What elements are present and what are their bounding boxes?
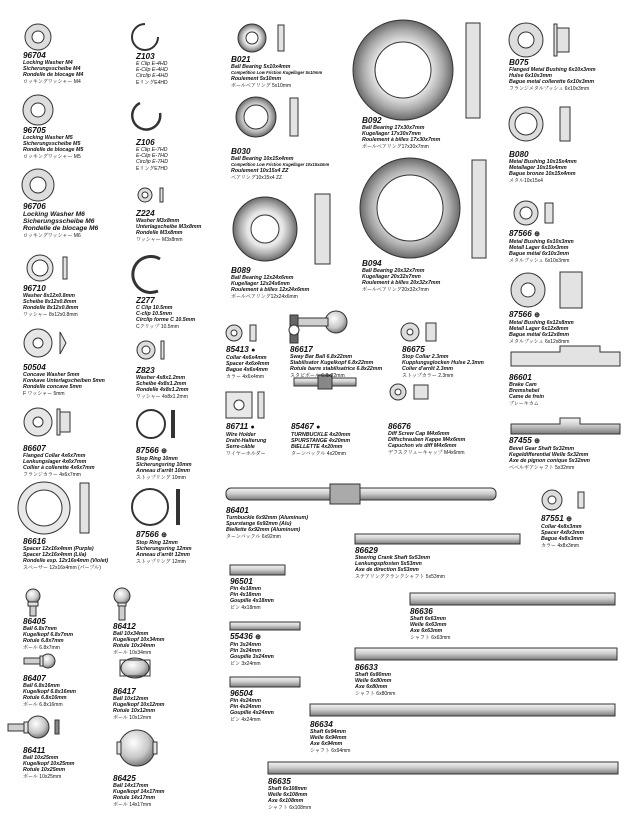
e-clip-e4hd-icon	[132, 24, 158, 50]
part-86676-label: 86676 Diff Screw Cap M4x6mm Diffschrauben Kappe M4x6mm Capuchon vis diff M4x6mm デフスクリューキャップ M4x6mm	[388, 422, 466, 456]
metal-bushing-b080-icon	[509, 107, 570, 141]
steering-crank-shaft-icon	[355, 534, 520, 544]
part-86629-label: 86629 Steering Crank Shaft 5x53mm Lenkungspfosten 5x53mm Axe de direction 5x53mm ステアリングクランクシャフト 5x53mm	[355, 546, 445, 580]
ball-6.8x7-icon	[26, 589, 40, 616]
ball-10x25-icon	[8, 716, 59, 738]
shaft-6x94-icon	[310, 704, 615, 716]
part-B092-label: B092 Ball Bearing 17x30x7mm Kugellager 17x30x7mm Roulement à billes 17x30x7mm ボールベアリング17x30x7mm	[362, 116, 441, 150]
collar-4x6-icon	[226, 325, 256, 341]
bearing-b092-icon	[353, 20, 480, 120]
part-96501-label: 96501 Pin 4x18mm Pin 4x18mm Goupille 4x18mm ピン 4x18mm	[230, 577, 274, 611]
locking-washer-m6-icon	[22, 169, 54, 201]
part-86635-label: 86635 Shaft 6x108mm Welle 6x108mm Axe 6x108mm シャフト 6x108mm	[268, 777, 312, 811]
part-Z277-label: Z277 C Clip 10.5mm C-clip 10.5mm Circlip forme C 10.5mm Cクリップ 10.5mm	[136, 296, 196, 330]
flanged-collar-icon	[24, 408, 70, 436]
part-86617-label: 86617 Sway Bar Ball 6.8x22mm Stabilisator Kugelkopf 6.8x22mm Rotule barre stabilisatrice 6.8x22mm スタビボール 6.8x22mm	[290, 345, 383, 379]
bearing-b089-icon	[233, 194, 330, 264]
part-86405-label: 86405 Ball 6.8x7mm Kugelkopf 6.8x7mm Rotule 6.8x7mm ボール 6.8x7mm	[23, 617, 74, 651]
part-85467-label: 85467 ● TURNBUCKLE 4x20mm SPURSTANGE 4x20mm BIELLETTE 4x20mm ターンバックル 4x20mm	[291, 422, 351, 457]
part-86636-label: 86636 Shaft 6x63mm Welle 6x63mm Axe 6x63mm シャフト 6x63mm	[410, 607, 451, 641]
part-86633-label: 86633 Shaft 6x80mm Welle 6x80mm Axe 6x80mm シャフト 6x80mm	[355, 663, 396, 697]
wire-holder-icon	[226, 392, 264, 418]
part-Z103-label: Z103 E Clip E-4HD E-Clip E-4HD Circlip E-4HD EリングE4HD	[136, 52, 169, 86]
part-86401-label: 86401 Turnbuckle 6x92mm (Aluminum) Spurstange 6x92mm (Alu) Biellette 6x92mm (Aluminum) ターンバックル 6x92mm	[226, 506, 309, 540]
part-86417-label: 86417 Ball 10x12mm Kugelkopf 10x12mm Rotule 10x12mm ボール 10x12mm	[113, 687, 165, 721]
bearing-b094-icon	[360, 158, 486, 258]
part-87566-bushing6x12-label: 87566 ⊕ Metal Bushing 6x12x8mm Metall Lager 6x12x8mm Bague métal 6x12x8mm メタルブッシュ 6x12x8mm	[509, 310, 574, 345]
turnbuckle-6x92-icon	[226, 484, 496, 504]
part-87566-ring12-label: 87566 ⊕ Stop Ring 12mm Sicherungsring 12mm Anneau d'arrêt 12mm ストップリング 12mm	[136, 530, 192, 565]
brake-cam-icon	[511, 346, 620, 366]
part-86675-label: 86675 Stop Collar 2.3mm Kupplungsglocken Hulse 2.3mm Colier d'arrêt 2.3mm ストップカラー 2.3mm	[402, 345, 484, 379]
part-87566-bushing6x10-label: 87566 ⊕ Metal Bushing 6x10x3mm Metall Lager 6x10x3mm Bague métal 6x10x3mm メタルブッシュ 6x10x3mm	[509, 229, 574, 264]
stop-ring-12-icon	[132, 489, 179, 525]
e-clip-e7hd-icon	[132, 103, 160, 130]
ball-10x12-icon	[120, 658, 150, 678]
part-96704-label: 96704 Locking Washer M4 Sicherungsscheibe M4 Rondelle de blocage M4 ロッキングワッシャー M4	[23, 51, 84, 85]
part-B030-label: B030 Ball Bearing 10x15x4mm Competition Low Friction Kugellager 10x15x4mm Roulement 10x15x4 ZZ ベアリング10x15x4 ZZ	[231, 147, 330, 181]
part-55436-label: 55436 ⊕ Pin 3x24mm Pin 3x24mm Goupille 3x24mm ピン 3x24mm	[230, 632, 274, 667]
concave-washer-icon	[24, 329, 66, 357]
part-50504-label: 50504 Concave Washer 5mm Konkave Unterlagscheiben 5mm Rondelle concave 5mm F ワッシャー 5mm	[23, 363, 105, 397]
part-86616-label: 86616 Spacer 12x16x4mm (Purple) Spacer 12x16x4mm (Lila) Rondelle esp. 12x16x4mm (Violet) スペーサー 12x16x4mm (パープル)	[23, 537, 109, 571]
part-86425-label: 86425 Ball 14x17mm Kugelkopf 14x17mm Rotule 14x17mm ボール 14x17mm	[113, 774, 165, 808]
part-86634-label: 86634 Shaft 6x94mm Welle 6x94mm Axe 6x94mm シャフト 6x94mm	[310, 720, 351, 754]
part-B075-label: B075 Flanged Metal Bushing 6x10x3mm Hulse 6x10x3mm Bague metal collerette 6x10x3mm フランジメタルブッシュ 6x10x3mm	[509, 58, 596, 92]
part-B080-label: B080 Metal Bushing 10x15x4mm Metallager 10x15x4mm Bague bronze 10x15x4mm メタル10x15x4	[509, 150, 577, 184]
pin-4x18-icon	[230, 565, 285, 575]
bearing-b021-icon	[238, 24, 284, 52]
part-85413-label: 85413 ● Collar 4x6x4mm Spacer 4x6x4mm Bague 4x6x4mm カラー 4x6x4mm	[226, 345, 270, 380]
part-87566-ring10-label: 87566 ⊕ Stop Ring 10mm Sicherungsring 10mm Anneau d'arrêt 10mm ストップリング 10mm	[136, 446, 192, 481]
part-86607-label: 86607 Flanged Collar 4x6x7mm Lenkungslager 4x6x7mm Collier à collerette 4x6x7mm フランジカラー 4x6x7mm	[23, 444, 95, 478]
diff-screw-cap-icon	[390, 384, 428, 400]
shaft-6x108-icon	[268, 762, 618, 774]
part-96706-label: 96706 Locking Washer M6 Sicherungsscheibe M6 Rondelle de blocage M6 ロッキングワッシャー M6	[23, 202, 99, 239]
washer-8x12-icon	[27, 255, 67, 281]
part-87455-label: 87455 ⊕ Bevel Gear Shaft 5x32mm Kegeldifferential Welle 5x32mm Axe de pignon conique 5x32mm ベベルギアシャフト 5x32mm	[509, 436, 590, 471]
part-86711-label: 86711 ● Wire Holder Draht-Halterung Serre-câble ワイヤーホルダー	[226, 422, 267, 457]
part-96705-label: 96705 Locking Washer M5 Sicherungsscheibe M5 Rondelle de blocage M5 ロッキングワッシャー M5	[23, 126, 84, 160]
flanged-bushing-b075-icon	[509, 23, 569, 57]
part-B094-label: B094 Ball Bearing 20x32x7mm Kugellager 20x32x7mm Roulement à billes 20x32x7mm ボールベアリング20x32x7mm	[362, 259, 441, 293]
ball-10x34-icon	[114, 588, 130, 620]
sway-bar-ball-icon	[289, 311, 347, 343]
bearing-b030-icon	[236, 97, 298, 137]
part-Z823-label: Z823 Washer 4x8x1.2mm Scheibe 4x8x1.2mm Rondelle 4x8x1.2mm ワッシャー 4x8x1.2mm	[136, 366, 189, 400]
bevel-gear-shaft-icon	[511, 418, 620, 434]
ball-6.8x16-icon	[24, 654, 55, 668]
part-Z106-label: Z106 E Clip E-7HD E-Clip E-7HD Circlip E-7HD EリングE7HD	[136, 138, 169, 172]
collar-4x8-icon	[542, 490, 584, 510]
spacer-12x16-icon	[18, 482, 89, 534]
pin-3x24-icon	[230, 622, 300, 630]
washer-m3x8-icon	[138, 188, 163, 202]
metal-bushing-6x10-icon	[514, 201, 553, 225]
part-86412-label: 86412 Ball 10x34mm Kugelkopf 10x34mm Rotule 10x34mm ボール 10x34mm	[113, 622, 165, 656]
part-Z224-label: Z224 Washer M3x8mm Unterlagscheibe M3x8mm Rondelle M3x8mm ワッシャー M3x8mm	[136, 209, 202, 243]
pin-4x24-icon	[230, 677, 300, 687]
c-clip-icon	[133, 256, 160, 292]
part-B089-label: B089 Ball Bearing 12x24x6mm Kugellager 12x24x6mm Roulement à billes 12x24x6mm ボールベアリング12x24x6mm	[231, 266, 310, 300]
shaft-6x80-icon	[355, 648, 617, 660]
stop-ring-10-icon	[137, 410, 174, 438]
ball-14x17-icon	[117, 730, 157, 766]
part-96504-label: 96504 Pin 4x24mm Pin 4x24mm Goupille 4x24mm ピン 4x24mm	[230, 689, 274, 723]
part-86407-label: 86407 Ball 6.8x16mm Kugelkopf 6.8x16mm Rotule 6.8x16mm ボール 6.8x16mm	[23, 674, 76, 708]
part-86411-label: 86411 Ball 10x25mm Kugelkopf 10x25mm Rotule 10x25mm ボール 10x25mm	[23, 746, 75, 780]
metal-bushing-6x12-icon	[511, 272, 582, 308]
locking-washer-m5-icon	[23, 95, 53, 125]
part-B021-label: B021 Ball Bearing 5x10x4mm Competition Low Friction Kugellager 5x10mm Roulement 5x10mm ボールベアリング 5x10mm	[231, 55, 323, 89]
locking-washer-m4-icon	[25, 24, 51, 50]
shaft-6x63-icon	[410, 593, 615, 605]
stop-collar-icon	[401, 323, 436, 341]
part-96710-label: 96710 Washer 8x12x0.8mm Scheibe 8x12x0.8mm Rondelle 8x12x0.8mm ワッシャー 8x12x0.8mm	[23, 284, 79, 318]
washer-4x8-icon	[137, 341, 164, 359]
part-86601-label: 86601 Brake Cam Bremshebel Came de frein ブレーキカム	[509, 373, 545, 407]
part-87551-label: 87551 ⊕ Collar 4x8x3mm Spacer 4x8x3mm Bague 4x8x3mm カラー 4x8x3mm	[541, 514, 585, 549]
